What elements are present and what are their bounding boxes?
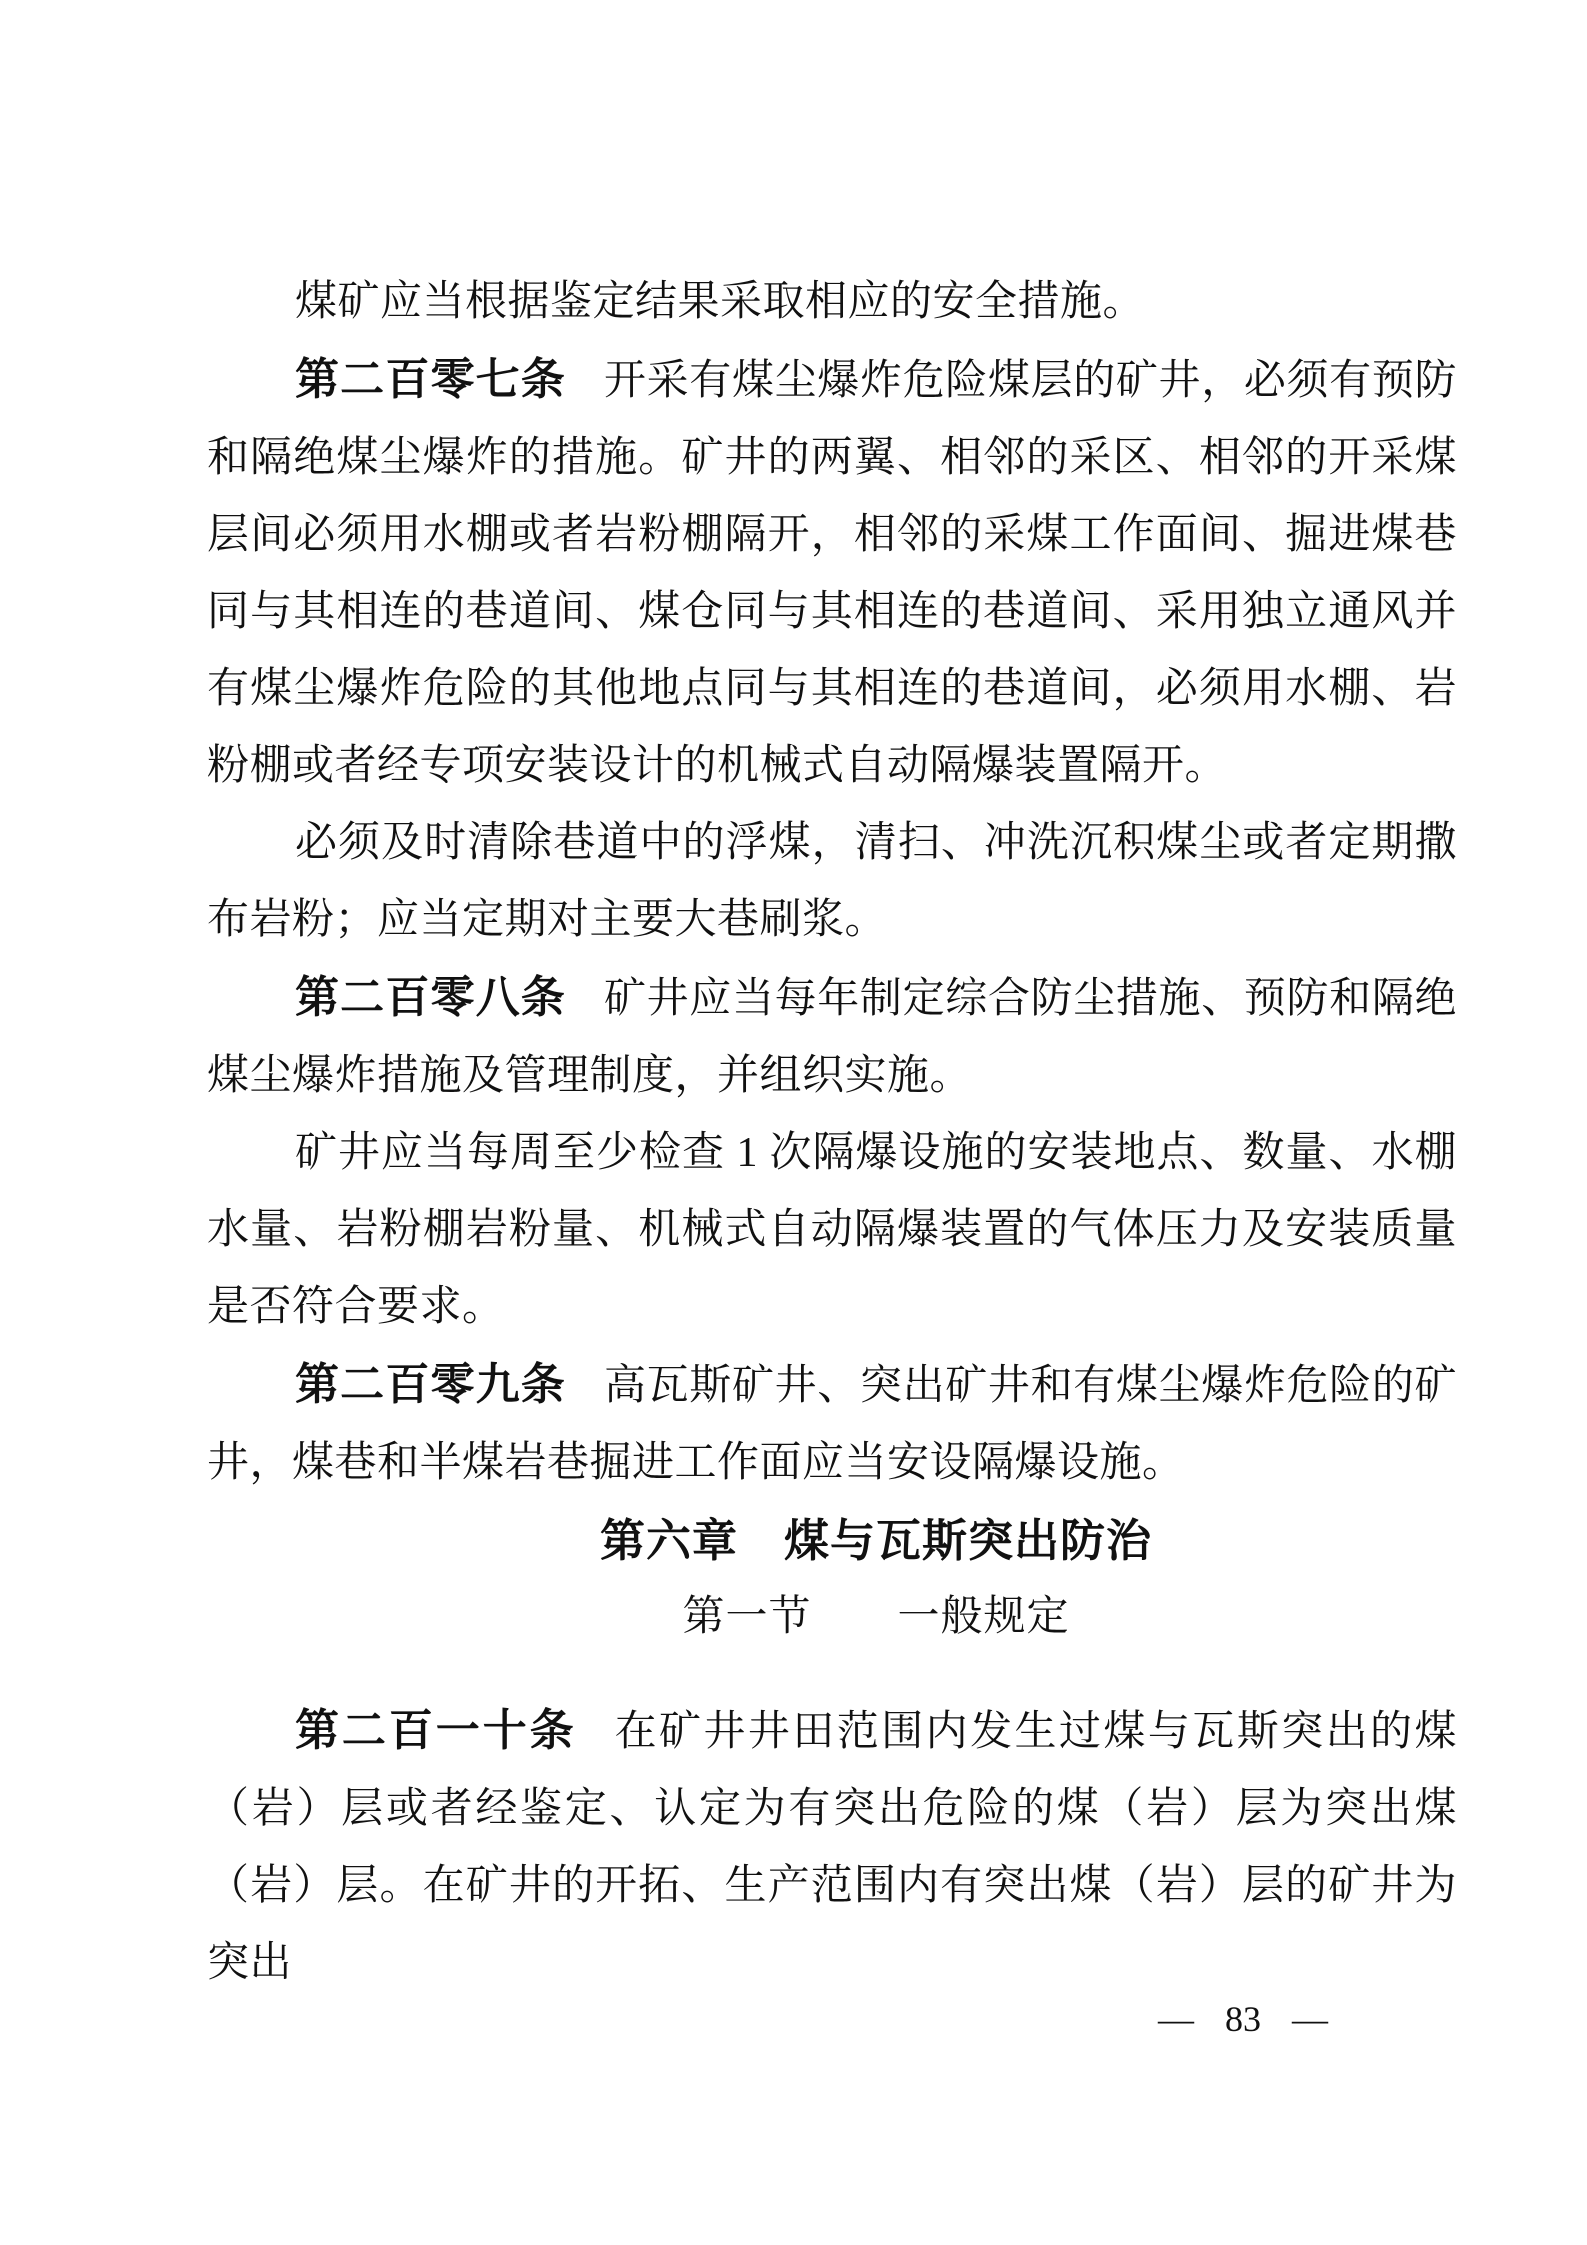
- article-207-paragraph-2: [207, 805, 1457, 959]
- paragraph-text: 必须及时清除巷道中的浮煤，清扫、冲洗沉积煤尘或者定期撒布岩粉；应当定期对主要大巷刷浆。: [207, 820, 1457, 943]
- paragraph-continuation: [207, 264, 1457, 341]
- article-208: [207, 959, 1457, 1115]
- section-heading: 第一节 一般规定: [682, 1594, 1070, 1640]
- article-number-label: 第二百零八条: [295, 973, 566, 1022]
- paragraph-text: 煤矿应当根据鉴定结果采取相应的安全措施。: [295, 279, 1146, 325]
- page-number: — 83 —: [1158, 1999, 1328, 2039]
- paragraph-text: 矿井应当每周至少检查 1 次隔爆设施的安装地点、数量、水棚水量、岩粉棚岩粉量、机械式自动隔爆装置的气体压力及安装质量是否符合要求。: [207, 1130, 1457, 1330]
- article-210: [207, 1692, 1457, 2002]
- article-number-label: 第二百一十条: [295, 1706, 577, 1755]
- article-208-paragraph-2: [207, 1115, 1457, 1346]
- article-text: 在矿井井田范围内发生过煤与瓦斯突出的煤（岩）层或者经鉴定、认定为有突出危险的煤（岩）层为突出煤（岩）层。在矿井的开拓、生产范围内有突出煤（岩）层的矿井为突出: [207, 1709, 1457, 1986]
- chapter-heading: 第六章 煤与瓦斯突出防治: [599, 1515, 1152, 1566]
- article-text: 矿井应当每年制定综合防尘措施、预防和隔绝煤尘爆炸措施及管理制度，并组织实施。: [207, 976, 1457, 1099]
- article-209: [207, 1346, 1457, 1502]
- article-207: [207, 341, 1457, 805]
- article-number-label: 第二百零九条: [295, 1360, 566, 1409]
- document-body: [207, 264, 1457, 2002]
- article-text: 高瓦斯矿井、突出矿井和有煤尘爆炸危险的矿井，煤巷和半煤岩巷掘进工作面应当安设隔爆设施。: [207, 1363, 1457, 1486]
- article-number-label: 第二百零七条: [295, 355, 566, 404]
- article-text: 开采有煤尘爆炸危险煤层的矿井，必须有预防和隔绝煤尘爆炸的措施。矿井的两翼、相邻的采区、相邻的开采煤层间必须用水棚或者岩粉棚隔开，相邻的采煤工作面间、掘进煤巷同与其相连的巷道间、煤仓同与其相连的巷道间、采用独立通风并有煤尘爆炸危险的其他地点同与其相连的巷道间，必须用水棚、岩粉棚或者经专项安装设计的机械式自动隔爆装置隔开。: [207, 358, 1457, 789]
